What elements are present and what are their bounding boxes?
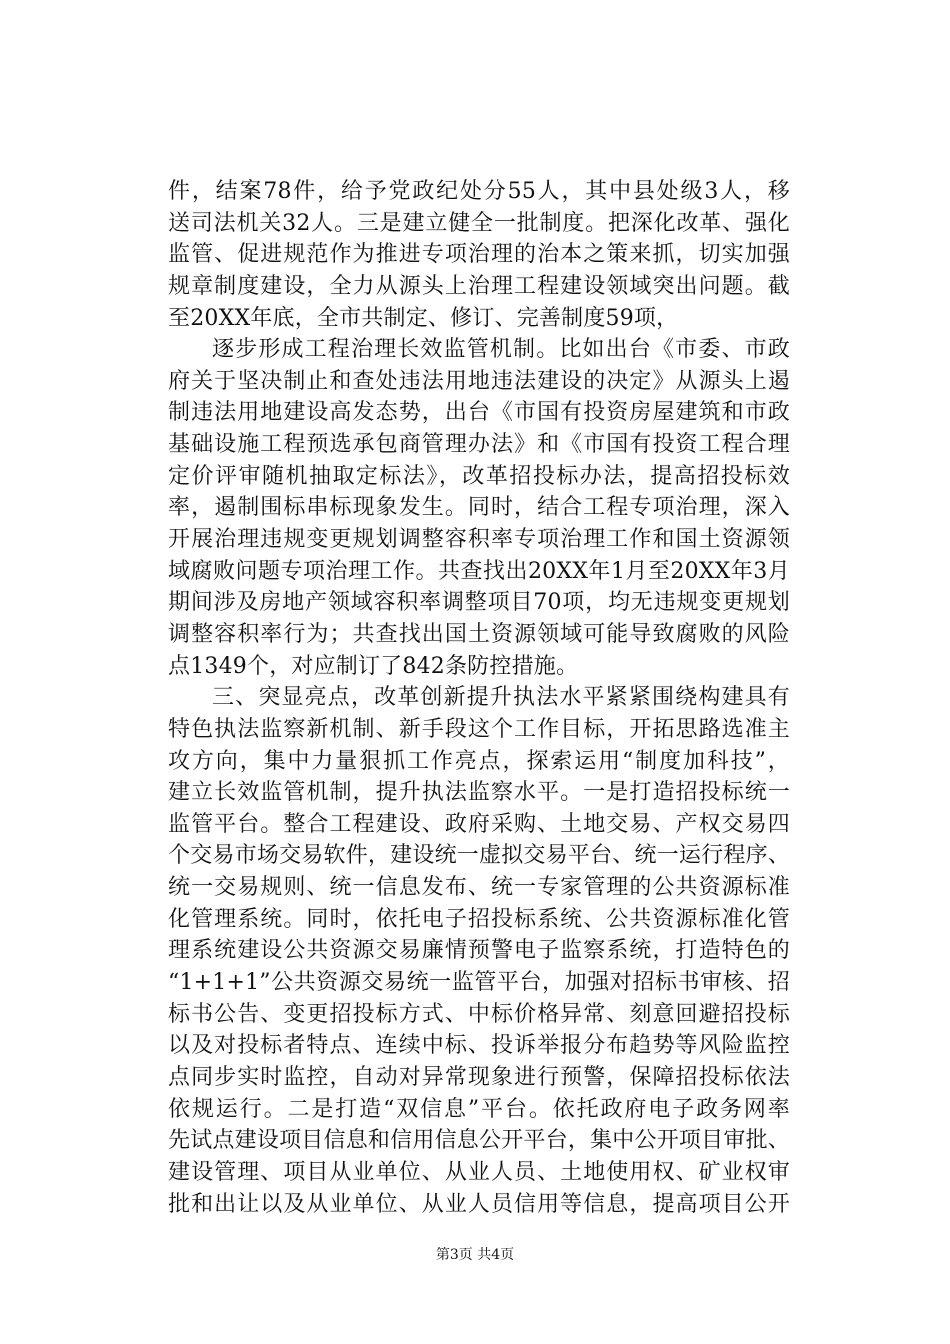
text-line: 监管、促进规范作为推进专项治理的治本之策来抓，切实加强 (168, 242, 790, 268)
text-line: 建设管理、项目从业单位、从业人员、土地使用权、矿业权审 (168, 1159, 790, 1185)
text-line: “1+1+1”公共资源交易统一监管平台，加强对招标书审核、招 (168, 970, 790, 996)
text-line: 三、突显亮点，改革创新提升执法水平紧紧围绕构建具有 (212, 685, 790, 711)
text-line: 制违法用地建设高发态势，出台《市国有投资房屋建筑和市政 (168, 400, 790, 426)
page-footer: 第3页 共4页 (435, 1247, 515, 1263)
text-line: 域腐败问题专项治理工作。共查找出20XX年1月至20XX年3月 (168, 558, 790, 584)
text-line: 化管理系统。同时，依托电子招投标系统、公共资源标准化管 (168, 906, 790, 932)
text-line: 开展治理违规变更规划调整容积率专项治理工作和国土资源领 (168, 527, 790, 553)
text-line: 点同步实时监控，自动对异常现象进行预警，保障招投标依法 (168, 1064, 790, 1090)
text-line: 标书公告、变更招投标方式、中标价格异常、刻意回避招投标 (168, 1001, 790, 1027)
text-line: 个交易市场交易软件，建设统一虚拟交易平台、统一运行程序、 (168, 843, 790, 869)
text-line: 监管平台。整合工程建设、政府采购、土地交易、产权交易四 (168, 811, 790, 837)
text-line: 理系统建设公共资源交易廉情预警电子监察系统，打造特色的 (168, 938, 790, 964)
text-line: 调整容积率行为；共查找出国土资源领域可能导致腐败的风险 (168, 621, 790, 647)
text-line: 期间涉及房地产领域容积率调整项目70项，均无违规变更规划 (168, 590, 790, 616)
text-line: 统一交易规则、统一信息发布、统一专家管理的公共资源标准 (168, 875, 790, 901)
text-line: 攻方向，集中力量狠抓工作亮点，探索运用“制度加科技”， (168, 748, 790, 774)
text-line: 定价评审随机抽取定标法》，改革招投标办法，提高招投标效 (168, 463, 790, 489)
text-line: 府关于坚决制止和查处违法用地违法建设的决定》从源头上遏 (168, 368, 790, 394)
text-line: 先试点建设项目信息和信用信息公开平台，集中公开项目审批、 (168, 1128, 790, 1154)
document-body (168, 176, 790, 1220)
text-line: 基础设施工程预选承包商管理办法》和《市国有投资工程合理 (168, 432, 790, 458)
text-line: 点1349个，对应制订了842条防控措施。 (168, 653, 579, 679)
text-line: 件，结案78件，给予党政纪处分55人，其中县处级3人，移 (168, 179, 790, 204)
text-line: 建立长效监管机制，提升执法监察水平。一是打造招投标统一 (168, 780, 790, 806)
text-line: 特色执法监察新机制、新手段这个工作目标，开拓思路选准主 (168, 716, 790, 742)
text-line: 批和出让以及从业单位、从业人员信用等信息，提高项目公开 (168, 1191, 790, 1217)
text-line: 率，遏制围标串标现象发生。同时，结合工程专项治理，深入 (168, 495, 790, 521)
text-line: 送司法机关32人。三是建立健全一批制度。把深化改革、强化 (168, 210, 790, 236)
text-line: 逐步形成工程治理长效监管机制。比如出台《市委、市政 (212, 337, 790, 363)
text-line: 规章制度建设，全力从源头上治理工程建设领域突出问题。截 (168, 273, 790, 299)
text-line: 至20XX年底，全市共制定、修订、完善制度59项， (168, 305, 679, 331)
text-line: 以及对投标者特点、连续中标、投诉举报分布趋势等风险监控 (168, 1033, 790, 1059)
text-line: 依规运行。二是打造“双信息”平台。依托政府电子政务网率 (168, 1096, 790, 1122)
